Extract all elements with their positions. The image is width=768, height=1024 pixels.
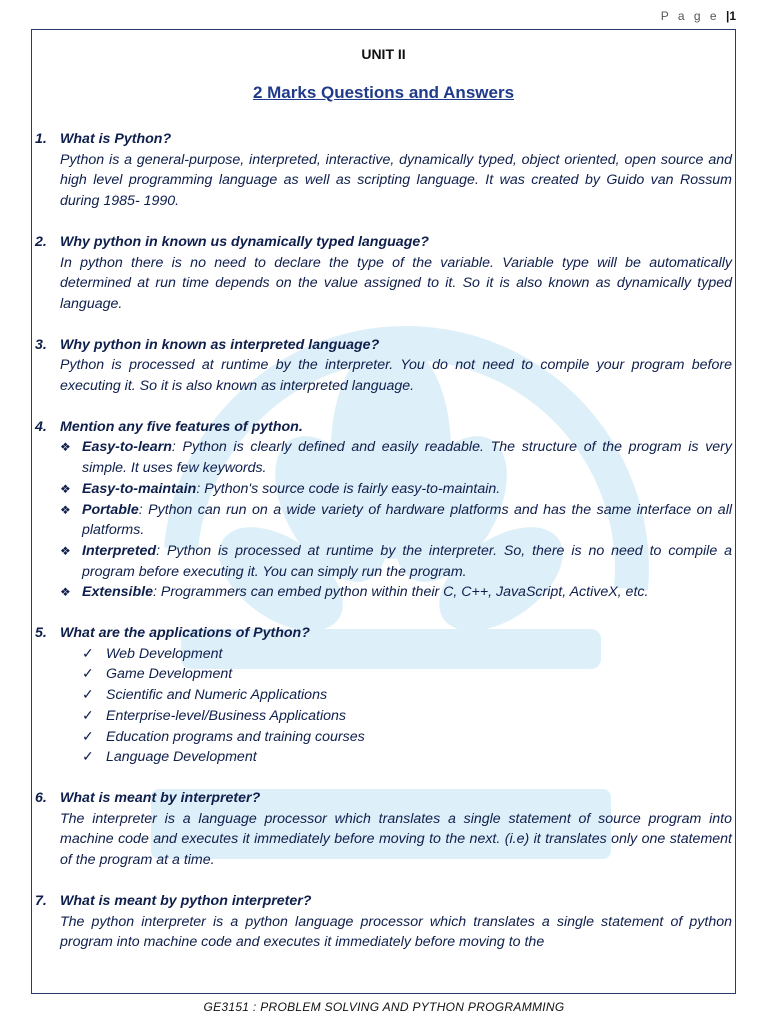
feature-item: [60, 541, 732, 582]
page-footer: GE3151 : PROBLEM SOLVING AND PYTHON PROGRAMMING: [203, 1000, 565, 1014]
question-number: 4.: [35, 418, 47, 435]
question-number: 1.: [35, 131, 47, 147]
check-icon: ✓: [82, 707, 94, 724]
application-text: Education programs and training courses: [106, 728, 365, 745]
question-text: What is meant by interpreter?: [60, 789, 261, 806]
question-2: [35, 232, 732, 315]
question-number: 6.: [35, 789, 47, 806]
feature-desc: : Python is processed at runtime by the interpreter. So, there is no need to compile a program before executing it. You can simply run the program.: [82, 542, 732, 580]
page-content: [35, 42, 732, 973]
answer-text: In python there is no need to declare the type of the variable. Variable type will be automatically determined at run time depends on the value assigned to it. So it is also known as dynamically typed language.: [60, 254, 732, 312]
application-item: [82, 747, 732, 768]
question-7: [35, 891, 732, 953]
question-text: What are the applications of Python?: [60, 625, 310, 642]
application-item: [82, 727, 732, 748]
question-title: [35, 623, 732, 644]
application-text: Game Development: [106, 666, 233, 683]
feature-item: [60, 582, 732, 603]
question-number: 7.: [35, 892, 47, 909]
answer-text: Python is a general-purpose, interpreted, interactive, dynamically typed, object oriented, open source and high level programming language as well as scripting language. It was created by Guido van Rossum during 1985- 1990.: [60, 151, 732, 210]
page-title: 2 Marks Questions and Answers: [252, 83, 515, 102]
application-item: [82, 644, 732, 665]
question-number: 2.: [35, 233, 47, 250]
question-text: Why python in known us dynamically typed language?: [60, 233, 429, 250]
feature-term: Portable: [82, 501, 139, 518]
diamond-bullet-icon: ❖: [60, 543, 71, 558]
feature-term: Easy-to-maintain: [82, 480, 197, 497]
question-title: [35, 417, 732, 438]
answer-text: The python interpreter is a python language processor which translates a single statement of python program into machine code and executes it immediately before moving to the: [60, 913, 732, 951]
feature-desc: : Python is clearly defined and easily readable. The structure of the program is very simple. It uses few keywords.: [82, 439, 732, 477]
application-text: Language Development: [106, 749, 257, 766]
application-text: Enterprise-level/Business Applications: [106, 707, 346, 724]
question-text: Mention any five features of python.: [60, 418, 303, 435]
diamond-bullet-icon: ❖: [60, 585, 71, 600]
feature-desc: : Python can run on a wide variety of hardware platforms and has the same interface on all platforms.: [82, 501, 732, 539]
question-4: [35, 417, 732, 603]
diamond-bullet-icon: ❖: [60, 440, 71, 455]
question-number: 3.: [35, 336, 47, 353]
feature-term: Extensible: [82, 584, 153, 601]
question-title: [35, 232, 732, 253]
question-title: [35, 788, 732, 809]
check-icon: ✓: [82, 728, 94, 745]
page-number-header: [661, 9, 736, 23]
question-text: What is Python?: [60, 131, 172, 147]
question-title: [35, 129, 732, 150]
features-list: [35, 437, 732, 603]
answer-text: Python is processed at runtime by the interpreter. You do not need to compile your program before executing it. So it is also known as interpreted language.: [60, 357, 732, 395]
feature-desc: : Python's source code is fairly easy-to-maintain.: [196, 480, 501, 497]
unit-heading: UNIT II: [361, 46, 406, 62]
application-item: [82, 706, 732, 727]
feature-item: [60, 437, 732, 478]
question-3: [35, 335, 732, 397]
diamond-bullet-icon: ❖: [60, 481, 71, 496]
application-item: [82, 685, 732, 706]
question-5: [35, 623, 732, 768]
applications-list: [35, 644, 732, 768]
feature-term: Easy-to-learn: [82, 439, 172, 456]
page-word: P a g e: [660, 9, 720, 23]
question-title: [35, 335, 732, 356]
question-text: What is meant by python interpreter?: [60, 892, 312, 909]
application-item: [82, 664, 732, 685]
page-number: 1: [729, 9, 736, 23]
check-icon: ✓: [82, 749, 94, 766]
check-icon: ✓: [82, 666, 94, 683]
feature-term: Interpreted: [82, 542, 157, 559]
question-6: [35, 788, 732, 871]
answer-text: The interpreter is a language processor which translates a single statement of source program into machine code and executes it immediately before moving to the next. (i.e) it translates only one statement of the program at a time.: [60, 810, 732, 869]
question-1: [35, 129, 732, 212]
question-title: [35, 891, 732, 912]
check-icon: ✓: [82, 645, 94, 662]
page-separator: |: [725, 9, 730, 23]
feature-item: [60, 479, 732, 500]
question-text: Why python in known as interpreted language?: [60, 336, 380, 353]
application-text: Web Development: [106, 645, 223, 662]
diamond-bullet-icon: ❖: [60, 502, 71, 517]
feature-item: [60, 500, 732, 541]
check-icon: ✓: [82, 687, 94, 704]
feature-desc: : Programmers can embed python within their C, C++, JavaScript, ActiveX, etc.: [152, 584, 649, 601]
application-text: Scientific and Numeric Applications: [106, 687, 328, 704]
question-number: 5.: [35, 625, 47, 642]
